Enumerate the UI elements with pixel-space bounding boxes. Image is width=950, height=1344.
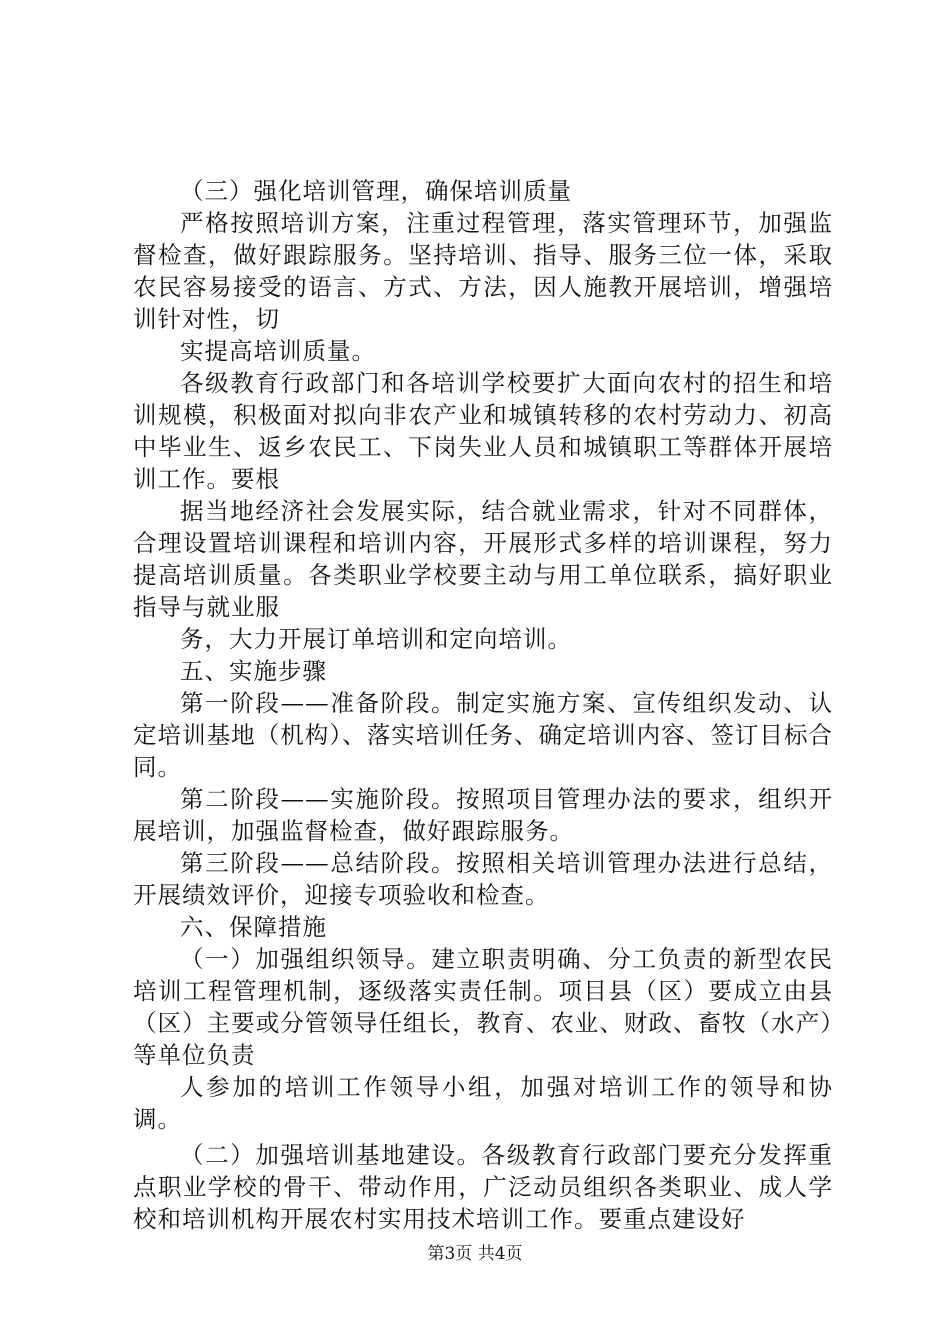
document-body <box>133 175 833 1235</box>
paragraph: 第一阶段——准备阶段。制定实施方案、宣传组织发动、认定培训基地（机构）、落实培训任务、确定培训内容、签订目标合同。 <box>133 689 833 781</box>
paragraph: 据当地经济社会发展实际，结合就业需求，针对不同群体，合理设置培训课程和培训内容，开展形式多样的培训课程，努力提高培训质量。各类职业学校要主动与用工单位联系，搞好职业指导与就业服 <box>133 497 833 621</box>
paragraph: （一）加强组织领导。建立职责明确、分工负责的新型农民培训工程管理机制，逐级落实责任制。项目县（区）要成立由县（区）主要或分管领导任组长，教育、农业、财政、畜牧（水产）等单位负责 <box>133 945 833 1069</box>
paragraph: 第三阶段——总结阶段。按照相关培训管理办法进行总结，开展绩效评价，迎接专项验收和检查。 <box>133 849 833 909</box>
page-number-footer: 第3页 共4页 <box>427 1244 523 1264</box>
paragraph: 务，大力开展订单培训和定向培训。 <box>180 625 572 653</box>
paragraph: 人参加的培训工作领导小组，加强对培训工作的领导和协调。 <box>133 1073 833 1133</box>
paragraph: 各级教育行政部门和各培训学校要扩大面向农村的招生和培训规模，积极面对拟向非农产业和城镇转移的农村劳动力、初高中毕业生、返乡农民工、下岗失业人员和城镇职工等群体开展培训工作。要根 <box>133 369 833 493</box>
section-heading-6: 六、保障措施 <box>180 913 327 941</box>
section-heading-3: （三）强化培训管理，确保培训质量 <box>180 177 572 205</box>
paragraph: 实提高培训质量。 <box>180 337 376 365</box>
paragraph: 严格按照培训方案，注重过程管理，落实管理环节，加强监督检查，做好跟踪服务。坚持培训、指导、服务三位一体，采取农民容易接受的语言、方式、方法，因人施教开展培训，增强培训针对性，切 <box>133 209 833 333</box>
section-heading-5: 五、实施步骤 <box>180 657 327 685</box>
paragraph: （二）加强培训基地建设。各级教育行政部门要充分发挥重点职业学校的骨干、带动作用，广泛动员组织各类职业、成人学校和培训机构开展农村实用技术培训工作。要重点建设好 <box>133 1141 833 1233</box>
paragraph: 第二阶段——实施阶段。按照项目管理办法的要求，组织开展培训，加强监督检查，做好跟踪服务。 <box>133 785 833 845</box>
